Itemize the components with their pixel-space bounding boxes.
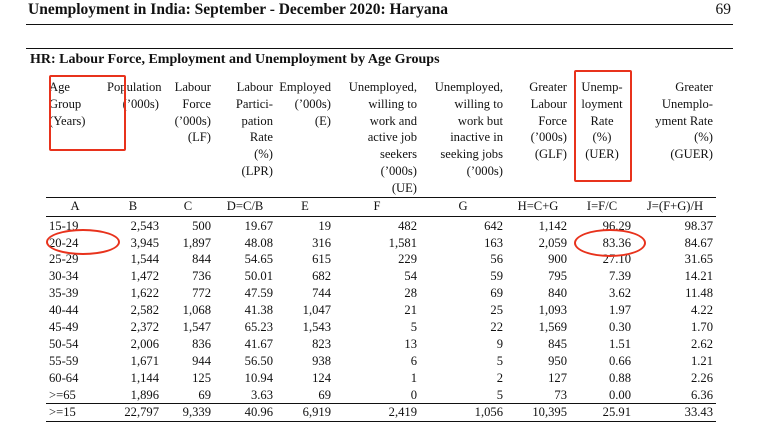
cell-employed: 316 [312,235,331,250]
cell-labour-force: 1,068 [182,303,211,318]
cell-population: 3,945 [130,235,159,250]
cell-unemployed-active: 28 [404,286,417,301]
cell-glf: 795 [548,269,567,284]
cell-labour-force: 1,897 [182,235,211,250]
cell-unemployed-inactive: 59 [490,269,503,284]
cell-employed: 744 [312,286,331,301]
cell-age-group: 55-59 [49,353,79,368]
cell-age-group: 20-24 [49,235,79,250]
cell-unemployed-active: 1,581 [388,235,417,250]
cell-labour-force: 9,339 [162,404,214,422]
cell-labour-force: 1,547 [182,319,211,334]
cell-employed: 682 [312,269,331,284]
data-table [46,79,716,422]
cell-uer: 27.10 [602,252,631,267]
cell-labour-force: 125 [192,370,211,385]
col-header-population: Population (’000s) [107,80,162,111]
cell-population: 2,006 [130,336,159,351]
cell-labour-force: 500 [192,218,211,233]
col-letter: H=C+G [506,197,570,216]
col-header-unemployment-rate: Unemp- loyment Rate (%) (UER) [581,80,623,162]
table-row [46,234,716,251]
cell-unemployed-inactive: 9 [496,336,503,351]
cell-population: 2,372 [130,319,159,334]
col-header-greater-unemployment-rate: Greater Unemplo- yment Rate (%) (GUER) [655,80,713,162]
cell-population: 1,896 [130,387,159,402]
cell-population: 1,144 [130,370,159,385]
cell-age-group: 35-39 [49,286,79,301]
table-row [46,319,716,336]
cell-guer: 6.36 [690,387,713,402]
cell-age-group: 30-34 [49,269,79,284]
cell-guer: 14.21 [684,269,713,284]
cell-guer: 4.22 [690,303,713,318]
table-row [46,302,716,319]
table-row [46,353,716,370]
cell-lpr: 40.96 [214,404,276,422]
col-letter: I=F/C [570,197,634,216]
cell-age-group: >=65 [49,387,76,402]
cell-population: 22,797 [104,404,162,422]
cell-employed: 938 [312,353,331,368]
cell-employed: 124 [312,370,331,385]
cell-guer: 84.67 [684,235,713,250]
cell-unemployed-active: 1 [410,370,417,385]
cell-age-group: 60-64 [49,370,79,385]
cell-guer: 1.21 [690,353,713,368]
cell-lpr: 3.63 [250,387,273,402]
cell-unemployed-active: 482 [398,218,417,233]
cell-glf: 73 [554,387,567,402]
cell-guer: 1.70 [690,319,713,334]
table-title-rule [26,48,733,49]
cell-uer: 25.91 [570,404,634,422]
col-letter: E [276,197,334,216]
table-title: HR: Labour Force, Employment and Unemployment by Age Groups [30,52,440,67]
cell-uer: 0.88 [608,370,631,385]
column-header-row [46,79,716,197]
cell-lpr: 50.01 [244,269,273,284]
cell-glf: 2,059 [538,235,567,250]
table-row [46,285,716,302]
cell-unemployed-active: 0 [410,387,417,402]
cell-uer: 1.97 [608,303,631,318]
table-row [46,216,716,234]
cell-population: 1,544 [130,252,159,267]
cell-unemployed-inactive: 22 [490,319,503,334]
cell-unemployed-inactive: 5 [496,387,503,402]
cell-uer: 83.36 [602,235,631,250]
cell-lpr: 54.65 [244,252,273,267]
cell-labour-force: 844 [192,252,211,267]
column-letter-row [46,197,716,216]
cell-uer: 0.30 [608,319,631,334]
table-row [46,386,716,403]
cell-guer: 11.48 [685,286,713,301]
col-letter: C [162,197,214,216]
cell-population: 2,543 [130,218,159,233]
cell-employed: 1,047 [302,303,331,318]
cell-age-group: 45-49 [49,319,79,334]
cell-unemployed-inactive: 56 [490,252,503,267]
cell-unemployed-inactive: 69 [490,286,503,301]
cell-glf: 900 [548,252,567,267]
cell-guer: 31.65 [684,252,713,267]
col-header-employed: Employed (’000s) (E) [279,80,331,128]
cell-glf: 950 [548,353,567,368]
cell-unemployed-inactive: 5 [496,353,503,368]
cell-lpr: 19.67 [244,218,273,233]
page-header [28,0,731,22]
col-letter: B [104,197,162,216]
page-number: 69 [715,1,731,18]
cell-glf: 10,395 [506,404,570,422]
cell-age-group: 25-29 [49,252,79,267]
cell-population: 1,671 [130,353,159,368]
cell-guer: 98.37 [684,218,713,233]
cell-unemployed-inactive: 642 [484,218,503,233]
cell-age-group: 50-54 [49,336,79,351]
col-letter: D=C/B [214,197,276,216]
col-header-labour-force: Labour Force (’000s) (LF) [174,80,211,145]
cell-unemployed-active: 5 [410,319,417,334]
cell-unemployed-active: 13 [404,336,417,351]
cell-employed: 823 [312,336,331,351]
cell-unemployed-inactive: 1,056 [420,404,506,422]
col-header-greater-labour-force: Greater Labour Force (’000s) (GLF) [529,80,567,162]
cell-lpr: 47.59 [244,286,273,301]
cell-uer: 7.39 [608,269,631,284]
cell-lpr: 56.50 [244,353,273,368]
cell-unemployed-active: 2,419 [334,404,420,422]
table-row [46,336,716,353]
table-row [46,370,716,387]
cell-glf: 127 [548,370,567,385]
cell-labour-force: 944 [192,353,211,368]
table-row [46,268,716,285]
running-title: Unemployment in India: September - December 2020: Haryana [28,1,449,18]
cell-glf: 1,093 [538,303,567,318]
col-header-participation-rate: Labour Partici- pation Rate (%) (LPR) [235,80,273,178]
cell-employed: 1,543 [302,319,331,334]
cell-unemployed-inactive: 2 [496,370,503,385]
cell-labour-force: 736 [192,269,211,284]
cell-lpr: 10.94 [244,370,273,385]
cell-guer: 2.26 [690,370,713,385]
table-row [46,251,716,268]
col-header-unemployed-active: Unemployed, willing to work and active job seekers (’000s) (UE) [348,80,417,195]
col-letter: J=(F+G)/H [634,197,716,216]
cell-unemployed-active: 229 [398,252,417,267]
cell-glf: 1,142 [538,218,567,233]
cell-uer: 3.62 [608,286,631,301]
cell-population: 1,472 [130,269,159,284]
cell-population: 1,622 [130,286,159,301]
cell-lpr: 41.67 [244,336,273,351]
cell-population: 2,582 [130,303,159,318]
cell-labour-force: 69 [198,387,211,402]
cell-employed: 615 [312,252,331,267]
cell-lpr: 48.08 [244,235,273,250]
col-letter: A [46,197,104,216]
cell-labour-force: 836 [192,336,211,351]
cell-age-group: 15-19 [49,218,79,233]
cell-unemployed-active: 54 [404,269,417,284]
cell-unemployed-inactive: 25 [490,303,503,318]
col-letter: G [420,197,506,216]
cell-glf: 1,569 [538,319,567,334]
cell-glf: 840 [548,286,567,301]
cell-employed: 6,919 [276,404,334,422]
cell-glf: 845 [548,336,567,351]
cell-age-group: >=15 [46,404,104,422]
cell-lpr: 41.38 [244,303,273,318]
cell-guer: 33.43 [634,404,716,422]
cell-uer: 96.29 [602,218,631,233]
col-letter: F [334,197,420,216]
cell-uer: 1.51 [608,336,631,351]
col-header-unemployed-inactive: Unemployed, willing to work but inactive in seeking jobs (’000s) [434,80,503,178]
table-row-total [46,404,716,422]
cell-uer: 0.00 [608,387,631,402]
cell-uer: 0.66 [608,353,631,368]
cell-labour-force: 772 [192,286,211,301]
cell-unemployed-inactive: 163 [484,235,503,250]
cell-employed: 19 [318,218,331,233]
cell-employed: 69 [318,387,331,402]
cell-lpr: 65.23 [244,319,273,334]
cell-unemployed-active: 6 [410,353,417,368]
cell-age-group: 40-44 [49,303,79,318]
header-rule [26,24,733,25]
cell-guer: 2.62 [690,336,713,351]
col-header-age-group: Age Group (Years) [49,80,86,128]
cell-unemployed-active: 21 [404,303,417,318]
